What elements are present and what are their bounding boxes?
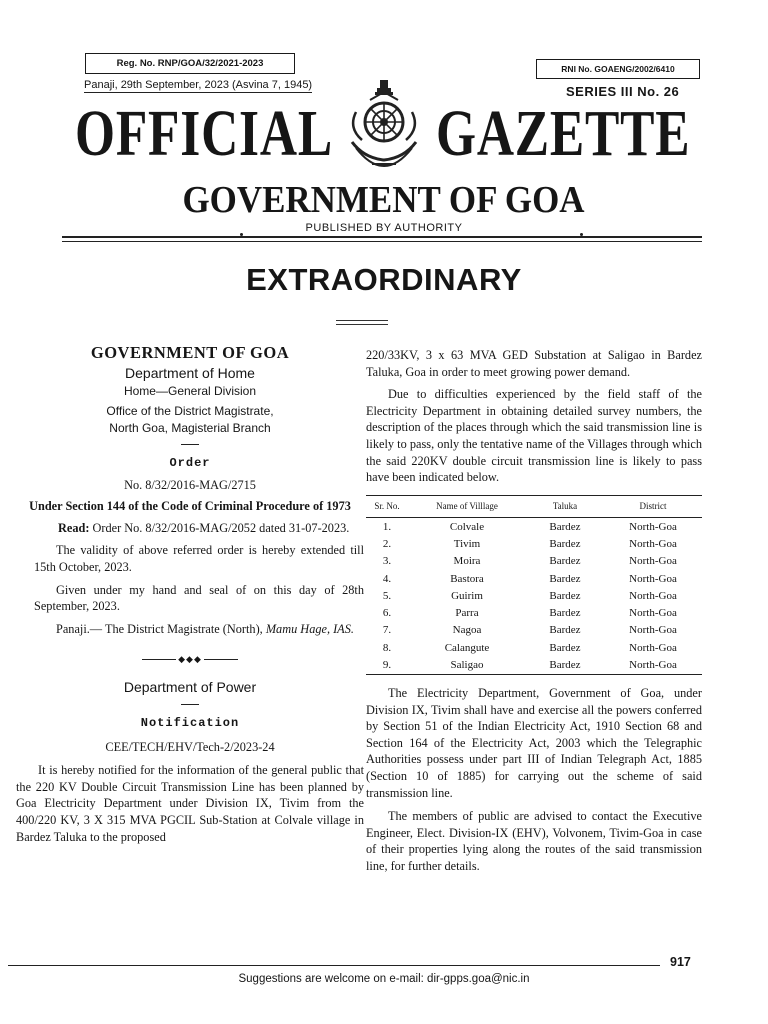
table-header-row: [366, 495, 702, 518]
powers-paragraph: The Electricity Department, Government of Goa, under Division IX, Tivim shall have and exercise all the powers conferred by Section 51 of the Indian Electricity Act, 1910 Section 68 and Section 164 of the Electricity Act, 2003 which the Telegraphic Authorities possess under part III of Indian Telegraph Act, 1885 (Section 10 of 1885) for carrying out the scheme of said transmission line.: [366, 686, 702, 800]
table-cell: Moira: [453, 555, 481, 568]
signature-text: The District Magistrate (North),: [104, 621, 263, 636]
table-cell: Guirim: [451, 589, 483, 602]
footer-suggestions: Suggestions are welcome on e-mail: dir-gpps.goa@nic.in: [238, 973, 530, 985]
difficulty-paragraph: Due to difficulties experienced by the field staff of the Electricity Department in obtaining detailed survey numbers, the description of the places through which the said transmission line is likely to pass, only the tentative name of the Villages through which the said 220KV double circuit transmission line is likely to pass have been indicated below.: [366, 387, 702, 485]
table-cell: Bardez: [549, 537, 581, 550]
table-cell: Nagoa: [452, 624, 482, 637]
signature-name: Mamu Hage, IAS.: [265, 621, 354, 636]
division-name: Home—General Division: [123, 384, 257, 398]
table-cell: 7.: [382, 624, 392, 637]
right-column: [366, 347, 702, 875]
table-cell: Bardez: [549, 572, 581, 585]
table-row: [366, 536, 702, 553]
read-text: Order No. 8/32/2016-MAG/2052 dated 31-07-2023.: [92, 520, 350, 535]
table-cell: Parra: [455, 607, 479, 620]
notification-paragraph: It is hereby notified for the information of the general public that the 220 KV Double Circuit Transmission Line has been planned by Goa Electricity Department under Division IX, Tivim from the 400/220 KV, 3 X 315 MVA PGCIL Sub-Station at Colvale village in Bardez Taluka to the proposed: [16, 763, 364, 844]
table-cell: Saligao: [408, 657, 526, 675]
signature-place: Panaji.—: [56, 621, 103, 636]
notification-number: CEE/TECH/EHV/Tech-2/2023-24: [105, 739, 275, 754]
table-cell: 6.: [382, 607, 392, 620]
table-cell: Bardez: [549, 607, 581, 620]
table-row: [366, 639, 702, 656]
series-number: SERIES III No. 26: [566, 84, 680, 99]
short-dash: [181, 704, 199, 705]
table-row: [366, 657, 702, 675]
department-home-heading: Department of Home: [125, 365, 255, 381]
masthead-rule-thick: [62, 236, 702, 238]
table-cell: 9.: [366, 657, 408, 675]
column-header: Taluka: [526, 495, 604, 518]
masthead-title-left: OFFICIAL: [75, 97, 333, 170]
order-number: No. 8/32/2016-MAG/2715: [124, 477, 256, 492]
table-cell: 5.: [382, 589, 392, 602]
masthead-title-right: GAZETTE: [436, 97, 691, 170]
table-cell: North-Goa: [629, 607, 677, 620]
table-cell: North-Goa: [629, 572, 677, 585]
goa-emblem-icon: [342, 78, 426, 174]
left-column: [16, 342, 364, 845]
rni-number-box: RNI No. GOAENG/2002/6410: [536, 59, 700, 79]
table-cell: North-Goa: [629, 624, 677, 637]
column-header: Name of Villlage: [408, 495, 526, 518]
footer-rule: [8, 965, 660, 966]
table-cell: Bardez: [549, 641, 581, 654]
short-dash: [181, 444, 199, 445]
contact-paragraph: The members of public are advised to contact the Executive Engineer, Elect. Division-IX (EHV), Volvonem, Tivim-Goa in case of their properties lying along the routes of the said transmission line, for further details.: [366, 809, 702, 873]
table-row: [366, 570, 702, 587]
edition-heading: EXTRAORDINARY: [246, 262, 522, 297]
notification-label: Notification: [140, 715, 240, 730]
section-separator: [16, 651, 364, 668]
table-row: [366, 553, 702, 570]
table-cell: Colvale: [449, 520, 485, 533]
page-number: 917: [670, 955, 691, 969]
table-cell: Bastora: [450, 572, 484, 585]
column-header: Sr. No.: [366, 495, 408, 518]
order-label: Order: [169, 456, 211, 470]
government-heading: GOVERNMENT OF GOA: [90, 343, 290, 362]
table-cell: Bardez: [549, 555, 581, 568]
given-paragraph: Given under my hand and seal of on this day of 28th September, 2023.: [34, 582, 364, 614]
table-row: [366, 622, 702, 639]
office-line-2: North Goa, Magisterial Branch: [109, 421, 271, 435]
table-cell: Calangute: [444, 641, 490, 654]
office-line-1: Office of the District Magistrate,: [106, 404, 274, 418]
registration-number-box: Reg. No. RNP/GOA/32/2021-2023: [85, 53, 295, 74]
rule-dot: [240, 233, 243, 236]
table-cell: Bardez: [549, 589, 581, 602]
masthead-subtitle: [0, 178, 768, 222]
table-cell: North-Goa: [604, 657, 702, 675]
signature-paragraph: [16, 621, 364, 638]
publication-date: Panaji, 29th September, 2023 (Asvina 7, 1945): [84, 79, 313, 91]
table-cell: Tivim: [453, 537, 481, 550]
divider-line: [336, 324, 388, 325]
table-cell: North-Goa: [629, 537, 677, 550]
table-row: [366, 605, 702, 622]
table-cell: 2.: [382, 537, 392, 550]
masthead-subtitle-text: GOVERNMENT OF GOA: [182, 179, 586, 221]
table-cell: 4.: [382, 572, 392, 585]
table-cell: North-Goa: [629, 589, 677, 602]
masthead-rule-thin: [62, 241, 702, 242]
table-cell: North-Goa: [629, 555, 677, 568]
section-reference: Under Section 144 of the Code of Criminal Procedure of 1973: [29, 499, 351, 514]
village-table: [366, 495, 702, 675]
published-by-authority: PUBLISHED BY AUTHORITY: [305, 222, 463, 234]
table-cell: Bardez: [549, 520, 581, 533]
table-cell: 1.: [382, 520, 392, 533]
divider-line: [336, 320, 388, 321]
column-header: District: [604, 495, 702, 518]
rule-dot: [580, 233, 583, 236]
read-label: Read:: [58, 520, 90, 535]
separator-diamonds: ◆◆◆: [178, 654, 202, 665]
read-reference: [16, 520, 364, 537]
table-cell: North-Goa: [629, 520, 677, 533]
table-row: [366, 588, 702, 605]
table-cell: Bardez: [549, 624, 581, 637]
table-cell: North-Goa: [629, 641, 677, 654]
validity-paragraph: The validity of above referred order is hereby extended till 15th October, 2023.: [34, 543, 364, 574]
table-cell: 8.: [382, 641, 392, 654]
department-power-heading: Department of Power: [123, 678, 257, 695]
continued-paragraph: 220/33KV, 3 x 63 MVA GED Substation at Saligao in Bardez Taluka, Goa in order to meet growing power demand.: [366, 348, 702, 379]
table-row: [366, 518, 702, 536]
table-cell: 3.: [382, 555, 392, 568]
table-cell: Bardez: [526, 657, 604, 675]
